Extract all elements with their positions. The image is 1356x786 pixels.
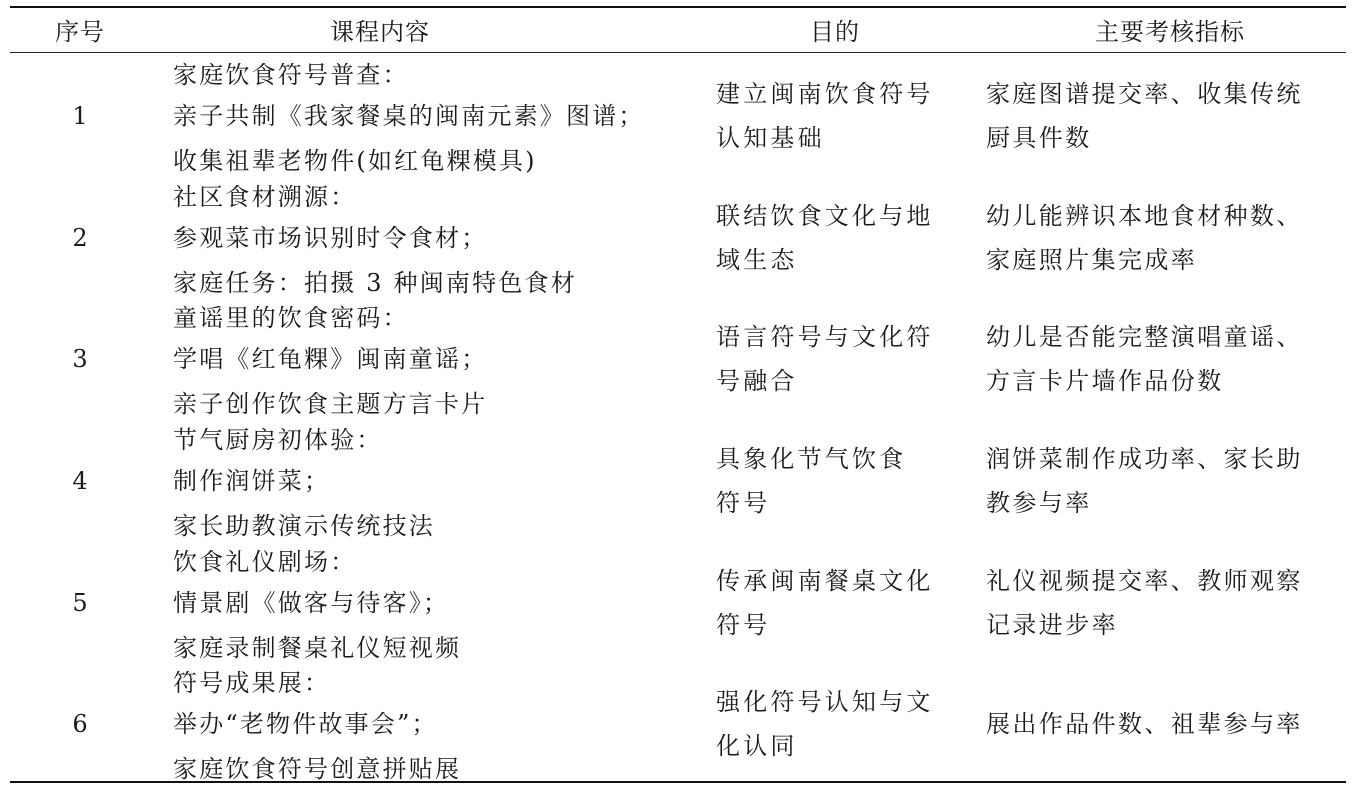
metric-line: 家庭照片集完成率 (986, 246, 1198, 274)
metric-line: 记录进步率 (986, 611, 1118, 639)
row-metric (986, 420, 1346, 542)
metric-line: 展出作品件数、祖辈参与率 (986, 710, 1303, 738)
metric-line: 方言卡片墙作品份数 (986, 367, 1224, 395)
purpose-line: 语言符号与文化符 (716, 323, 934, 351)
metric-line: 教参与率 (986, 489, 1092, 517)
metric-line: 家庭图谱提交率、收集传统 (986, 80, 1303, 108)
content-line: 举办“老物件故事会”； (173, 710, 438, 738)
row-seq: 3 (72, 345, 88, 373)
content-line: 亲子创作饮食主题方言卡片 (173, 390, 488, 418)
row-metric (986, 542, 1346, 664)
content-line: 童谣里的饮食密码： (173, 304, 409, 332)
content-line: 家庭饮食符号普查： (173, 61, 409, 89)
table-row (0, 55, 1356, 177)
metric-line: 礼仪视频提交率、教师观察 (986, 567, 1303, 595)
row-metric (986, 298, 1346, 420)
row-purpose (716, 298, 961, 420)
metric-line: 幼儿能辨识本地食材种数、 (986, 202, 1303, 230)
metric-line: 厨具件数 (986, 124, 1092, 152)
purpose-line: 号融合 (716, 367, 798, 395)
row-seq: 1 (72, 102, 88, 130)
metric-line: 润饼菜制作成功率、家长助 (986, 445, 1303, 473)
content-line: 节气厨房初体验： (173, 426, 383, 454)
row-metric (986, 177, 1346, 299)
row-purpose (716, 420, 961, 542)
table-bottom-rule (10, 781, 1346, 783)
content-line: 家长助教演示传统技法 (173, 512, 435, 540)
content-line: 家庭饮食符号创意拼贴展 (173, 755, 462, 783)
content-line: 社区食材溯源： (173, 183, 357, 211)
table-row (0, 663, 1356, 785)
column-header-content: 课程内容 (330, 17, 430, 46)
purpose-line: 具象化节气饮食 (716, 445, 907, 473)
content-line: 制作润饼菜； (173, 467, 331, 495)
purpose-line: 域生态 (716, 246, 798, 274)
table-row (0, 542, 1356, 664)
content-line: 学唱《红龟粿》闽南童谣； (173, 345, 488, 373)
content-line: 参观菜市场识别时令食材； (173, 224, 488, 252)
row-purpose (716, 663, 961, 785)
column-header-seq: 序号 (55, 17, 105, 46)
purpose-line: 建立闽南饮食符号 (716, 80, 934, 108)
purpose-line: 传承闽南餐桌文化 (716, 567, 934, 595)
column-header-metric: 主要考核指标 (1095, 17, 1245, 46)
content-line: 亲子共制《我家餐桌的闽南元素》图谱； (173, 102, 645, 130)
content-line: 家庭任务：拍摄 3 种闽南特色食材 (173, 269, 577, 297)
purpose-line: 符号 (716, 611, 771, 639)
row-seq: 4 (72, 467, 88, 495)
row-purpose (716, 542, 961, 664)
content-line: 收集祖辈老物件(如红龟粿模具) (173, 147, 537, 175)
row-metric (986, 663, 1346, 785)
column-header-purpose: 目的 (810, 17, 860, 46)
purpose-line: 联结饮食文化与地 (716, 202, 934, 230)
row-metric (986, 55, 1346, 177)
purpose-line: 化认同 (716, 732, 798, 760)
row-purpose (716, 55, 961, 177)
purpose-line: 认知基础 (716, 124, 825, 152)
table-row (0, 298, 1356, 420)
content-line: 符号成果展： (173, 669, 331, 697)
table-row (0, 177, 1356, 299)
row-seq: 5 (72, 589, 88, 617)
content-line: 饮食礼仪剧场： (173, 548, 357, 576)
row-seq: 2 (72, 224, 88, 252)
table-row (0, 420, 1356, 542)
row-seq: 6 (72, 710, 88, 738)
purpose-line: 符号 (716, 489, 771, 517)
metric-line: 幼儿是否能完整演唱童谣、 (986, 323, 1303, 351)
row-purpose (716, 177, 961, 299)
purpose-line: 强化符号认知与文 (716, 688, 934, 716)
content-line: 家庭录制餐桌礼仪短视频 (173, 634, 462, 662)
content-line: 情景剧《做客与待客》； (173, 589, 450, 617)
table-header-rule (10, 52, 1346, 53)
